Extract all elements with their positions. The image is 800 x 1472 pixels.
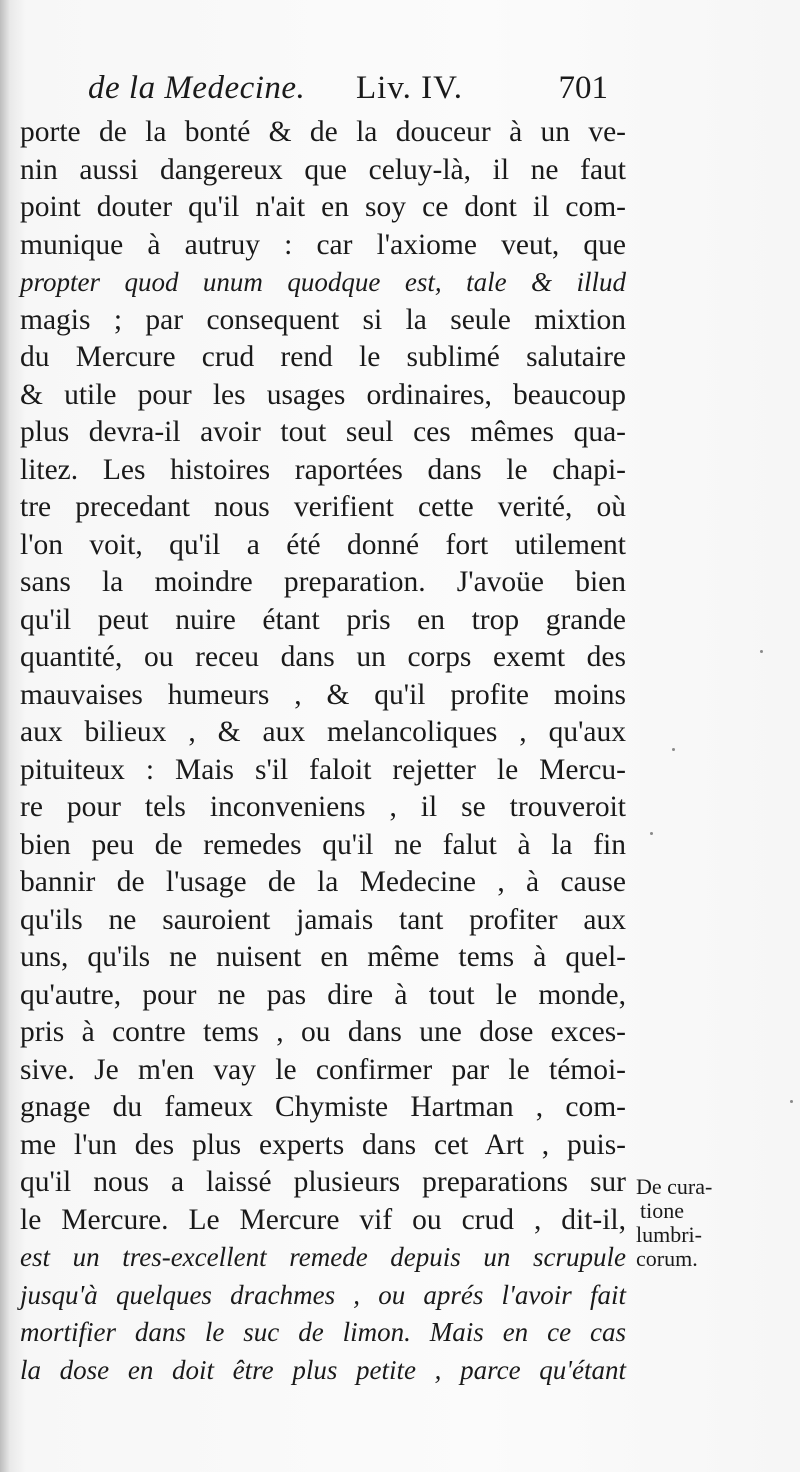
- text-line: uns, qu'ils ne nuisent en même tems à quel-: [20, 941, 626, 973]
- text-line: est un tres-excellent remede depuis un scrupule: [20, 1242, 626, 1272]
- text-line: mauvaises humeurs , & qu'il profite moins: [20, 678, 626, 711]
- text-line: gnage du fameux Chymiste Hartman , com-: [20, 1091, 626, 1123]
- page-header: [88, 70, 608, 114]
- margin-note-line: tione: [640, 1198, 684, 1223]
- text-line: point douter qu'il n'ait en soy ce dont il com-: [20, 191, 626, 223]
- paper-speck: [672, 748, 675, 751]
- text-line: tre precedant nous verifient cette verité, où: [20, 491, 626, 523]
- paper-speck: [650, 832, 653, 835]
- text-line: le Mercure. Le Mercure vif ou crud , dit-il,: [20, 1203, 626, 1236]
- running-title: de la Medecine.: [88, 70, 306, 106]
- body-text: [20, 114, 626, 1389]
- text-line: qu'il nous a laissé plusieurs preparations sur: [20, 1166, 626, 1198]
- book-number: Liv. IV.: [356, 70, 463, 106]
- text-line: me l'un des plus experts dans cet Art , puis-: [20, 1128, 626, 1161]
- text-line: la dose en doit être plus petite , parce qu'étant: [20, 1354, 626, 1385]
- text-line: nin aussi dangereux que celuy-là, il ne faut: [20, 153, 626, 186]
- margin-note: [636, 1175, 746, 1271]
- text-line: quantité, ou receu dans un corps exemt des: [20, 641, 626, 673]
- text-line: jusqu'à quelques drachmes , ou aprés l'avoir fait: [20, 1279, 626, 1310]
- text-line: aux bilieux , & aux melancoliques , qu'aux: [20, 716, 626, 748]
- text-line: pris à contre tems , ou dans une dose exces-: [20, 1016, 626, 1048]
- text-line: bien peu de remedes qu'il ne falut à la fin: [20, 828, 626, 861]
- text-line: qu'autre, pour ne pas dire à tout le monde,: [20, 978, 626, 1011]
- text-line: qu'ils ne sauroient jamais tant profiter aux: [20, 903, 626, 936]
- text-line: l'on voit, qu'il a été donné fort utilement: [20, 528, 626, 561]
- text-line: mortifier dans le suc de limon. Mais en ce cas: [20, 1317, 626, 1347]
- page-number: 701: [558, 70, 608, 106]
- margin-note-line: corum.: [636, 1246, 698, 1271]
- text-line: bannir de l'usage de la Medecine , à cause: [20, 866, 626, 898]
- paper-speck: [760, 650, 763, 653]
- text-line: sive. Je m'en vay le confirmer par le témoi-: [20, 1053, 626, 1086]
- text-line: du Mercure crud rend le sublimé salutaire: [20, 341, 626, 373]
- text-line: porte de la bonté & de la douceur à un ve-: [20, 116, 626, 148]
- margin-note-line: De cura-: [636, 1174, 713, 1199]
- text-line: & utile pour les usages ordinaires, beaucoup: [20, 378, 626, 411]
- margin-note-line: lumbri-: [636, 1222, 702, 1247]
- text-line: litez. Les histoires raportées dans le chapi-: [20, 453, 626, 486]
- text-line: pituiteux : Mais s'il faloit rejetter le Mercu-: [20, 753, 626, 786]
- text-line: propter quod unum quodque est, tale & illud: [20, 267, 626, 297]
- text-line: magis ; par consequent si la seule mixtion: [20, 303, 626, 336]
- text-line: re pour tels inconveniens , il se trouveroit: [20, 791, 626, 823]
- paper-speck: [790, 1100, 793, 1103]
- text-line: plus devra-il avoir tout seul ces mêmes qua-: [20, 416, 626, 448]
- text-line: munique à autruy : car l'axiome veut, que: [20, 228, 626, 261]
- text-line: sans la moindre preparation. J'avoüe bien: [20, 566, 626, 598]
- text-line: qu'il peut nuire étant pris en trop grande: [20, 603, 626, 636]
